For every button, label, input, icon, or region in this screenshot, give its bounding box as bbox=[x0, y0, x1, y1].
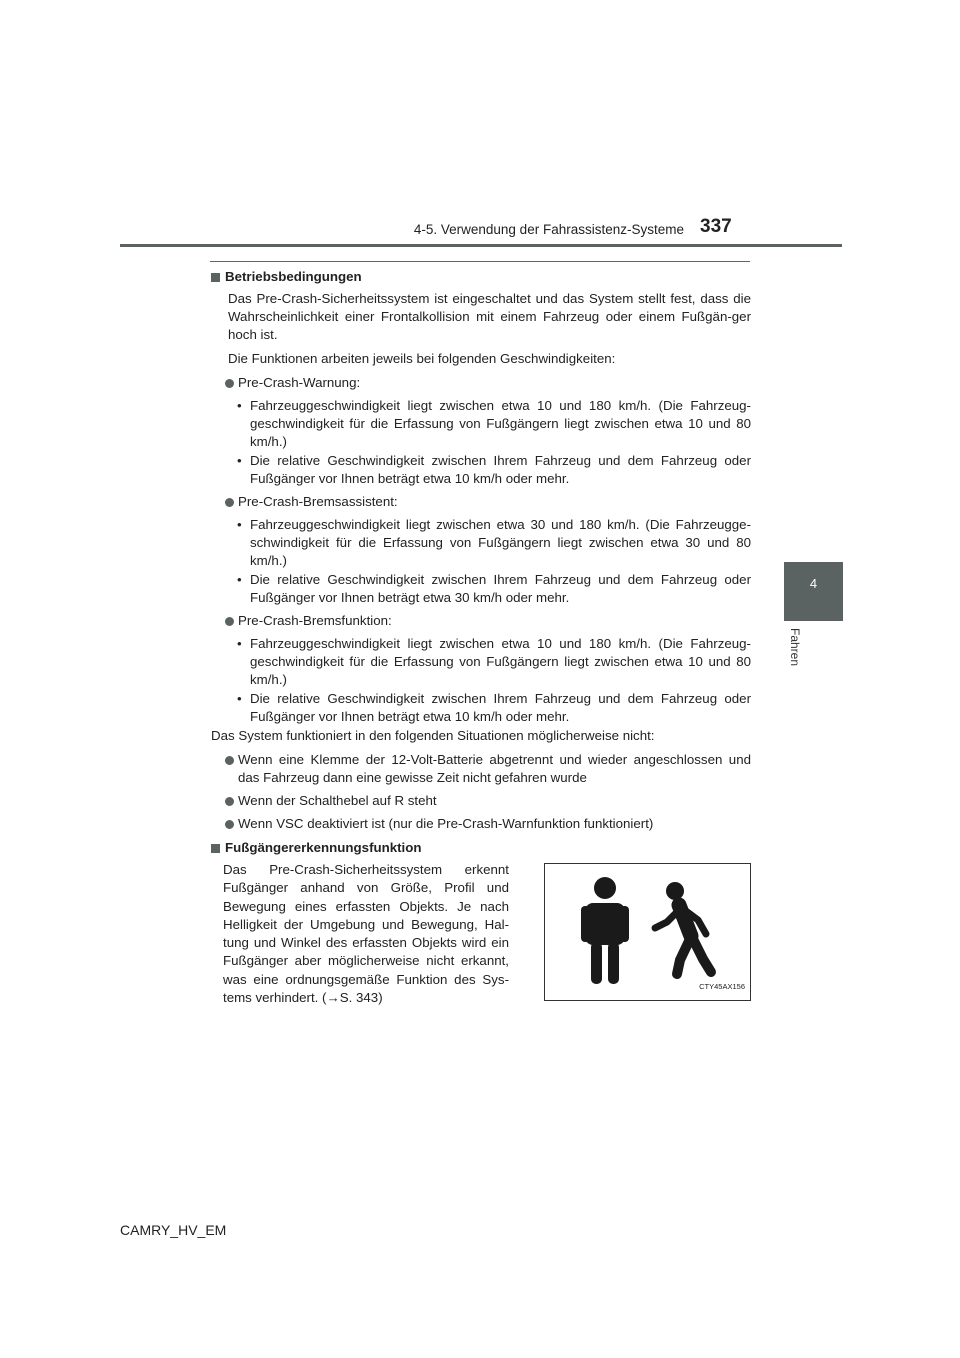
pedestrian-figure bbox=[544, 863, 751, 1001]
operating-intro-text: Das Pre-Crash-Sicherheitssystem ist eingeschaltet und das System stellt fest, dass die Wahrscheinlichkeit einer Frontalkollision mit einem Fahrzeug oder einem Fußgän-ger hoch ist. bbox=[228, 291, 751, 342]
square-bullet-icon bbox=[211, 844, 220, 853]
document-id: CAMRY_HV_EM bbox=[120, 1222, 227, 1238]
chapter-tab-number: 4 bbox=[809, 576, 818, 591]
header-section-title: 4-5. Verwendung der Fahrassistenz-Systeme bbox=[413, 222, 684, 237]
list-item: • Fahrzeuggeschwindigkeit liegt zwischen etwa 10 und 180 km/h. (Die Fahrzeug-geschwindigkeit für die Erfassung von Fußgängern liegt zwischen etwa 10 und 80 km/h.) bbox=[237, 636, 751, 687]
round-bullet-icon bbox=[225, 797, 234, 806]
walking-person-icon bbox=[655, 882, 711, 974]
list-item: • Fahrzeuggeschwindigkeit liegt zwischen etwa 30 und 180 km/h. (Die Fahrzeugge-schwindigkeit für die Erfassung von Fußgängern liegt zwischen etwa 30 und 80 km/h.) bbox=[237, 517, 751, 568]
list-item: • Die relative Geschwindigkeit zwischen Ihrem Fahrzeug und dem Fahrzeug oder Fußgänger vor Ihnen beträgt etwa 30 km/h oder mehr. bbox=[237, 572, 751, 605]
square-bullet-icon bbox=[211, 273, 220, 282]
pedestrian-detection-block bbox=[211, 861, 751, 1007]
figure-code: CTY45AX156 bbox=[699, 982, 745, 991]
round-bullet-icon bbox=[225, 617, 234, 626]
chapter-tab-label: Fahren bbox=[788, 628, 802, 667]
header-divider bbox=[120, 244, 842, 247]
limitation-item: Wenn eine Klemme der 12-Volt-Batterie abgetrennt und wieder angeschlossen und das Fahrzeug dann eine gewisse Zeit nicht gefahren wurde bbox=[225, 751, 751, 787]
limitations-intro-text: Das System funktioniert in den folgenden Situationen möglicherweise nicht: bbox=[211, 728, 655, 743]
main-content bbox=[211, 268, 751, 1007]
content-divider bbox=[210, 261, 750, 262]
section-heading-pedestrian-detection: Fußgängererkennungsfunktion bbox=[211, 839, 751, 857]
limitation-item: Wenn der Schalthebel auf R steht bbox=[225, 792, 751, 810]
round-bullet-icon bbox=[225, 498, 234, 507]
round-bullet-icon bbox=[225, 379, 234, 388]
function-item-brake-assist: Pre-Crash-Bremsassistent: bbox=[225, 493, 751, 511]
pedestrian-detection-text: Das Pre-Crash-Sicherheitssystem erkennt Fußgänger anhand von Größe, Profil und Bewegung eines erfassten Objekts. Je nach Helligkeit der Umgebung und Bewegung, Hal-tung und Winkel des erfassten Objekts wird ein Fußgänger aber möglicherweise nicht erkannt, was eine ordnungsgemäße Funktion des Sys-tems verhindert. (→S. 343) bbox=[223, 862, 509, 1006]
function-item-brake: Pre-Crash-Bremsfunktion: bbox=[225, 612, 751, 630]
list-item: • Fahrzeuggeschwindigkeit liegt zwischen etwa 10 und 180 km/h. (Die Fahrzeug-geschwindigkeit für die Erfassung von Fußgängern liegt zwischen etwa 10 und 80 km/h.) bbox=[237, 398, 751, 449]
round-bullet-icon bbox=[225, 756, 234, 765]
limitation-item: Wenn VSC deaktiviert ist (nur die Pre-Crash-Warnfunktion funktioniert) bbox=[225, 815, 751, 833]
section-heading-operating-conditions: Betriebsbedingungen bbox=[211, 268, 751, 286]
round-bullet-icon bbox=[225, 820, 234, 829]
list-item: • Die relative Geschwindigkeit zwischen Ihrem Fahrzeug und dem Fahrzeug oder Fußgänger vor Ihnen beträgt etwa 10 km/h oder mehr. bbox=[237, 453, 751, 486]
list-item: • Die relative Geschwindigkeit zwischen Ihrem Fahrzeug und dem Fahrzeug oder Fußgänger vor Ihnen beträgt etwa 10 km/h oder mehr. bbox=[237, 691, 751, 724]
chapter-tab bbox=[784, 562, 843, 621]
standing-person-icon bbox=[581, 877, 629, 984]
speeds-intro-text: Die Funktionen arbeiten jeweils bei folgenden Geschwindigkeiten: bbox=[228, 351, 616, 366]
page-number: 337 bbox=[700, 216, 732, 237]
function-item-warning: Pre-Crash-Warnung: bbox=[225, 374, 751, 392]
